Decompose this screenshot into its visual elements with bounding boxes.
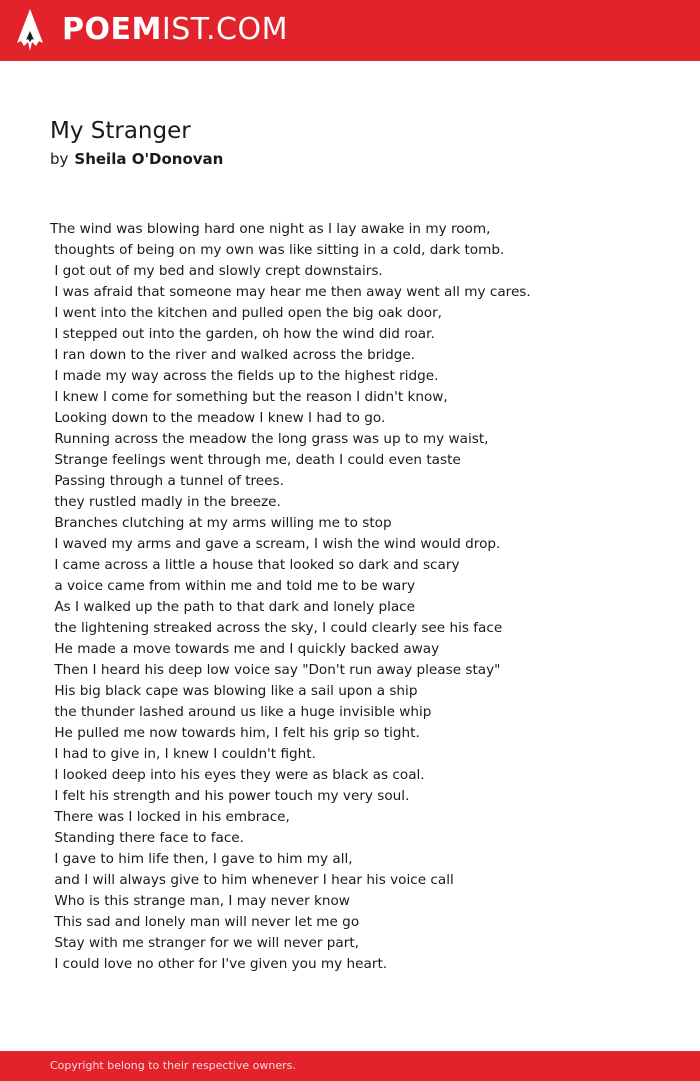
poem-line: I made my way across the fields up to the highest ridge. — [50, 368, 439, 384]
poem-line: I was afraid that someone may hear me then away went all my cares. — [50, 284, 531, 300]
poem-line: and I will always give to him whenever I hear his voice call — [50, 872, 454, 888]
poem-line: I felt his strength and his power touch my very soul. — [50, 788, 410, 804]
byline — [50, 148, 223, 170]
poem-line: I waved my arms and gave a scream, I wish the wind would drop. — [50, 536, 501, 552]
poem-body — [50, 219, 670, 975]
poem-line: This sad and lonely man will never let me go — [50, 914, 360, 930]
poem-line: I knew I come for something but the reason I didn't know, — [50, 389, 448, 405]
poem-line: He made a move towards me and I quickly backed away — [50, 641, 440, 657]
poem-line: they rustled madly in the breeze. — [50, 494, 281, 510]
pencil-logo-icon[interactable] — [17, 9, 43, 51]
poem-line: the lightening streaked across the sky, I could clearly see his face — [50, 620, 503, 636]
poem-line: Strange feelings went through me, death I could even taste — [50, 452, 461, 468]
poem-line: Who is this strange man, I may never know — [50, 893, 350, 909]
poem-line: Looking down to the meadow I knew I had to go. — [50, 410, 386, 426]
poem-line: The wind was blowing hard one night as I lay awake in my room, — [50, 221, 491, 237]
poem-line: As I walked up the path to that dark and lonely place — [50, 599, 416, 615]
poem-line: the thunder lashed around us like a huge invisible whip — [50, 704, 432, 720]
poem-line: Branches clutching at my arms willing me to stop — [50, 515, 392, 531]
poem-line: I got out of my bed and slowly crept downstairs. — [50, 263, 383, 279]
poem-line: I went into the kitchen and pulled open the big oak door, — [50, 305, 443, 321]
site-logo[interactable] — [62, 11, 288, 49]
site-header — [0, 0, 700, 61]
poem-line: I came across a little a house that looked so dark and scary — [50, 557, 460, 573]
poem-line: Passing through a tunnel of trees. — [50, 473, 284, 489]
poem-line: I stepped out into the garden, oh how the wind did roar. — [50, 326, 435, 342]
poem-line: There was I locked in his embrace, — [50, 809, 290, 825]
poem-line: I gave to him life then, I gave to him my all, — [50, 851, 353, 867]
poem-line: Then I heard his deep low voice say "Don't run away please stay" — [50, 662, 501, 678]
poem-line: a voice came from within me and told me to be wary — [50, 578, 415, 594]
author-name: Sheila O'Donovan — [74, 150, 224, 168]
poem-line: I looked deep into his eyes they were as black as coal. — [50, 767, 425, 783]
poem-line: I could love no other for I've given you my heart. — [50, 956, 388, 972]
poem-line: He pulled me now towards him, I felt his grip so tight. — [50, 725, 420, 741]
site-footer — [0, 1051, 700, 1081]
logo-light-text: IST.COM — [161, 12, 288, 47]
poem-line: Stay with me stranger for we will never part, — [50, 935, 359, 951]
by-label: by — [50, 150, 69, 168]
logo-bold-text: POEM — [62, 12, 162, 47]
copyright-text: Copyright belong to their respective owners. — [50, 1059, 296, 1072]
poem-line: I had to give in, I knew I couldn't fight. — [50, 746, 316, 762]
poem-line: Standing there face to face. — [50, 830, 244, 846]
poem-line: Running across the meadow the long grass was up to my waist, — [50, 431, 489, 447]
poem-line: thoughts of being on my own was like sitting in a cold, dark tomb. — [50, 242, 505, 258]
poem-title: My Stranger — [50, 118, 191, 144]
poem-line: His big black cape was blowing like a sail upon a ship — [50, 683, 418, 699]
poem-line: I ran down to the river and walked across the bridge. — [50, 347, 416, 363]
